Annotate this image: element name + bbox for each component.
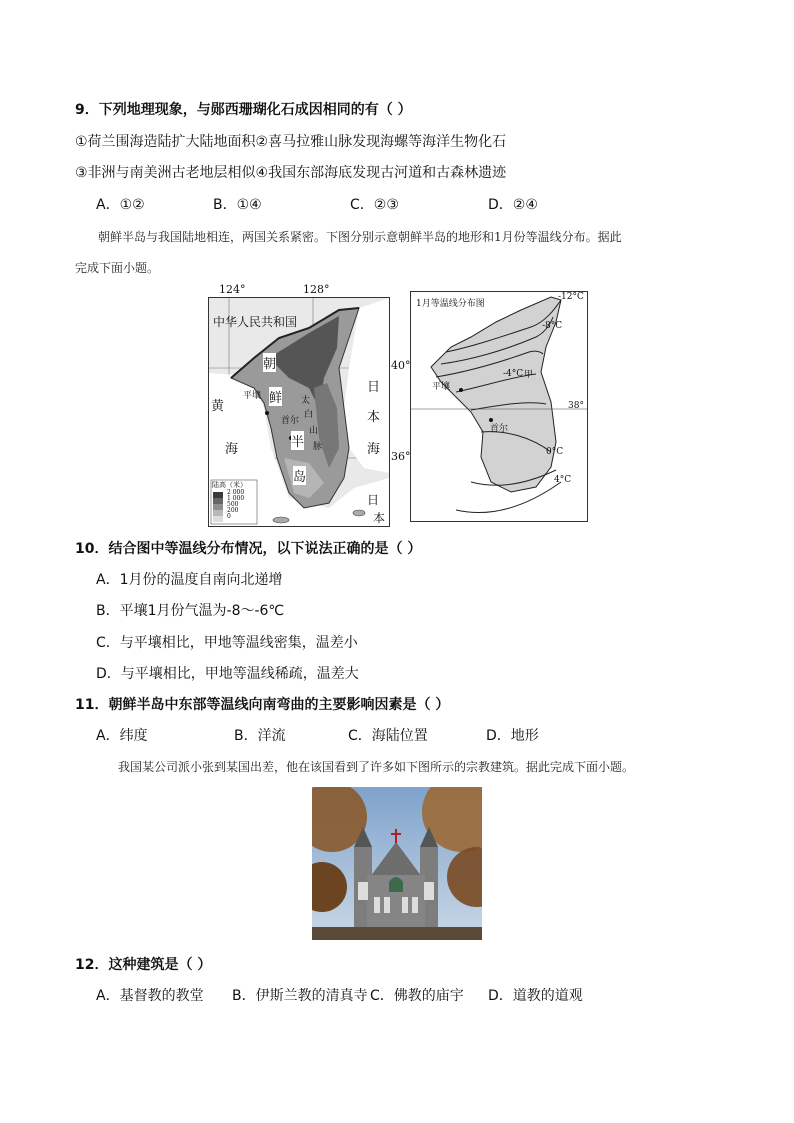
church-illustration — [312, 787, 482, 940]
q10-option-d[interactable]: D．与平壤相比，甲地等温线稀疏，温差大 — [96, 666, 359, 682]
q11-option-c[interactable]: C．海陆位置 — [348, 728, 428, 744]
q9-stem: 9．下列地理现象，与郧西珊瑚化石成因相同的有（ ） — [75, 102, 412, 118]
q12-option-c[interactable]: C．佛教的庙宇 — [370, 988, 464, 1004]
terrain-map — [205, 283, 411, 528]
q11-option-b[interactable]: B．洋流 — [234, 728, 286, 744]
label-japan-2: 本 — [373, 511, 386, 525]
label-japan-sea-3: 海 — [367, 442, 381, 457]
legend-title: 陆高（米） — [212, 481, 247, 489]
legend-500: 500 — [227, 501, 239, 508]
q9-option-b[interactable]: B．①④ — [213, 197, 262, 213]
legend-swatch-1000 — [213, 498, 223, 504]
legend-swatch-200 — [213, 510, 223, 516]
label-mountain-4: 脉 — [313, 442, 323, 452]
legend-swatch-2000 — [213, 492, 223, 498]
label-ban: 半 — [291, 431, 304, 450]
isotherm-label-pyongyang: 平壤 — [432, 382, 451, 392]
q10-option-c[interactable]: C．与平壤相比，甲地等温线密集，温差小 — [96, 635, 358, 651]
label-mountain-2: 白 — [304, 410, 314, 420]
q11-option-d[interactable]: D．地形 — [486, 728, 539, 744]
q12-option-d[interactable]: D．道教的道观 — [488, 988, 583, 1004]
isotherm-label-12: -12°C — [558, 292, 584, 302]
legend-swatch-500 — [213, 504, 223, 510]
isotherm-title: 1月等温线分布图 — [416, 299, 485, 309]
label-chao: 朝 — [263, 353, 276, 372]
q12-option-a[interactable]: A．基督教的教堂 — [96, 988, 204, 1004]
isotherm-label-4c: 4°C — [554, 475, 572, 485]
q10-option-a[interactable]: A．1月份的温度自南向北递增 — [96, 572, 283, 588]
church-photo — [312, 787, 482, 940]
q12-option-b[interactable]: B．伊斯兰教的清真寺 — [232, 988, 368, 1004]
q10-option-b[interactable]: B．平壤1月份气温为-8～-6℃ — [96, 603, 285, 619]
q9-option-a[interactable]: A．①② — [96, 197, 145, 213]
legend-0: 0 — [227, 513, 231, 520]
isotherm-label-0: 0°C — [546, 447, 564, 457]
legend-2000: 2 000 — [227, 489, 245, 496]
legend-200: 200 — [227, 507, 239, 514]
label-yellow-sea-2: 海 — [225, 442, 239, 457]
label-china: 中华人民共和国 — [213, 315, 298, 329]
lat-36: 36° — [391, 450, 411, 463]
label-yellow-sea-1: 黄 — [211, 399, 225, 414]
label-seoul: 首尔 — [281, 416, 300, 426]
label-japan-sea-2: 本 — [367, 410, 381, 425]
label-japan-sea-1: 日 — [367, 380, 381, 395]
intro1-line2: 完成下面小题。 — [75, 261, 160, 275]
legend-swatch-0 — [213, 516, 223, 522]
intro2-text: 我国某公司派小张到某国出差，他在该国看到了许多如下图所示的宗教建筑。据此完成下面小题。 — [118, 760, 635, 774]
q9-line2: ③非洲与南美洲古老地层相似④我国东部海底发现古河道和古森林遗迹 — [75, 165, 507, 181]
q11-stem: 11．朝鲜半岛中东部等温线向南弯曲的主要影响因素是（ ） — [75, 697, 450, 713]
label-mountain-1: 太 — [301, 396, 311, 406]
legend-1000: 1 000 — [227, 495, 245, 502]
isotherm-label-4: -4°C — [503, 369, 524, 379]
q11-option-a[interactable]: A．纬度 — [96, 728, 148, 744]
label-xian: 鲜 — [269, 387, 282, 406]
isotherm-label-38: 38° — [568, 401, 584, 411]
isotherm-label-jia: 甲 — [524, 370, 534, 380]
lon-128: 128° — [303, 283, 330, 296]
q10-stem: 10．结合图中等温线分布情况，以下说法正确的是（ ） — [75, 541, 422, 557]
label-pyongyang: 平壤 — [243, 391, 262, 401]
label-dao: 岛 — [293, 466, 306, 485]
isotherm-label-seoul: 首尔 — [490, 424, 509, 434]
lon-124: 124° — [219, 283, 246, 296]
lat-40: 40° — [391, 359, 411, 372]
label-mountain-3: 山 — [309, 426, 319, 436]
isotherm-map — [410, 291, 588, 522]
q12-stem: 12．这种建筑是（ ） — [75, 957, 212, 973]
q9-line1: ①荷兰围海造陆扩大陆地面积②喜马拉雅山脉发现海螺等海洋生物化石 — [75, 134, 507, 150]
intro1-line1: 朝鲜半岛与我国陆地相连，两国关系紧密。下图分别示意朝鲜半岛的地形和1月份等温线分布。据此 — [98, 230, 622, 244]
q9-option-c[interactable]: C．②③ — [350, 197, 399, 213]
isotherm-label-8: -8°C — [542, 321, 563, 331]
label-japan-1: 日 — [367, 493, 380, 507]
q9-option-d[interactable]: D．②④ — [488, 197, 538, 213]
